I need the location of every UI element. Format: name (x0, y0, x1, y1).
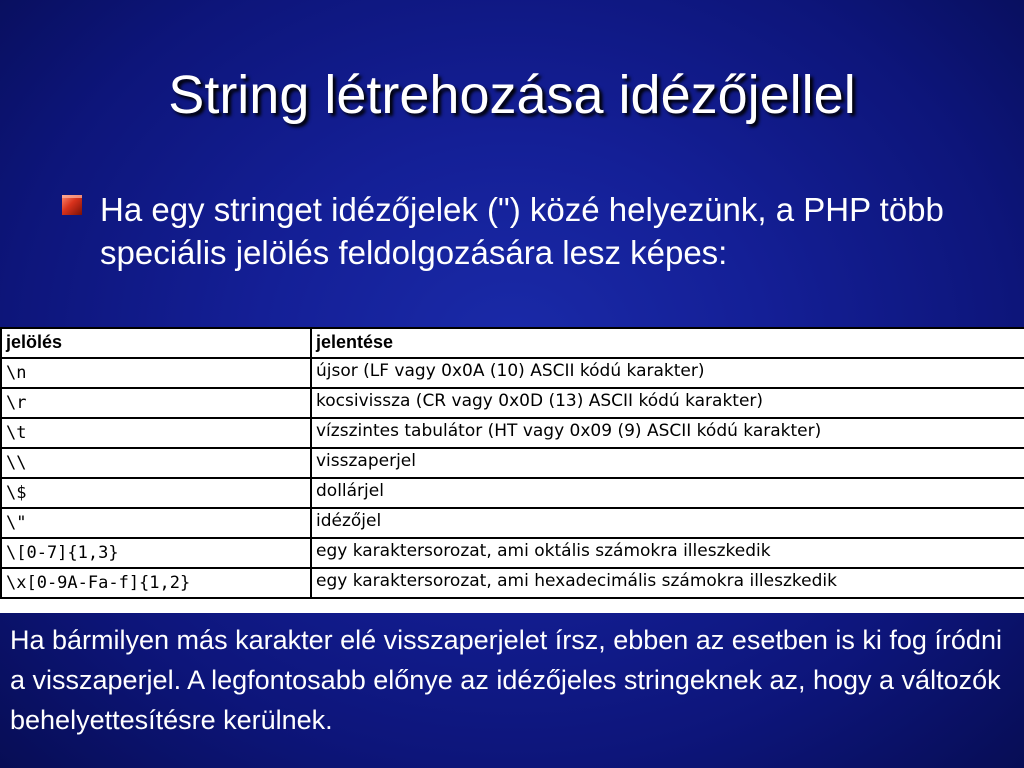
table-row (1, 538, 1024, 568)
notation-cell: \t (1, 418, 311, 448)
table-row (1, 508, 1024, 538)
notation-cell: \" (1, 508, 311, 538)
meaning-cell: újsor (LF vagy 0x0A (10) ASCII kódú karakter) (311, 358, 1024, 388)
notation-cell: \\ (1, 448, 311, 478)
table-row (1, 388, 1024, 418)
table-row (1, 448, 1024, 478)
header-notation: jelölés (1, 328, 311, 358)
meaning-cell: kocsivissza (CR vagy 0x0D (13) ASCII kódú karakter) (311, 388, 1024, 418)
table-row (1, 418, 1024, 448)
notation-cell: \n (1, 358, 311, 388)
footer-paragraph: Ha bármilyen más karakter elé visszaperjelet írsz, ebben az esetben is ki fog íródni a visszaperjel. A legfontosabb előnye az idézőjeles stringeknek az, hogy a változók behelyettesítésre kerülnek. (10, 625, 1002, 735)
meaning-cell: egy karaktersorozat, ami hexadecimális számokra illeszkedik (311, 568, 1024, 598)
table-row (1, 478, 1024, 508)
meaning-cell: egy karaktersorozat, ami oktális számokra illeszkedik (311, 538, 1024, 568)
meaning-cell: idézőjel (311, 508, 1024, 538)
slide-title: String létrehozása idézőjellel (168, 65, 856, 125)
notation-cell: \x[0-9A-Fa-f]{1,2} (1, 568, 311, 598)
table-header-row (1, 328, 1024, 358)
meaning-cell: dollárjel (311, 478, 1024, 508)
notation-cell: \$ (1, 478, 311, 508)
notation-table (0, 327, 1024, 599)
notation-table-container (0, 327, 1024, 613)
meaning-cell: visszaperjel (311, 448, 1024, 478)
table-row (1, 358, 1024, 388)
notation-cell: \[0-7]{1,3} (1, 538, 311, 568)
notation-cell: \r (1, 388, 311, 418)
table-row (1, 568, 1024, 598)
square-bullet-icon (62, 195, 82, 215)
bullet-paragraph: Ha egy stringet idézőjelek (") közé helyezünk, a PHP több speciális jelölés feldolgozására lesz képes: (100, 191, 944, 271)
meaning-cell: vízszintes tabulátor (HT vagy 0x09 (9) ASCII kódú karakter) (311, 418, 1024, 448)
header-meaning: jelentése (311, 328, 1024, 358)
